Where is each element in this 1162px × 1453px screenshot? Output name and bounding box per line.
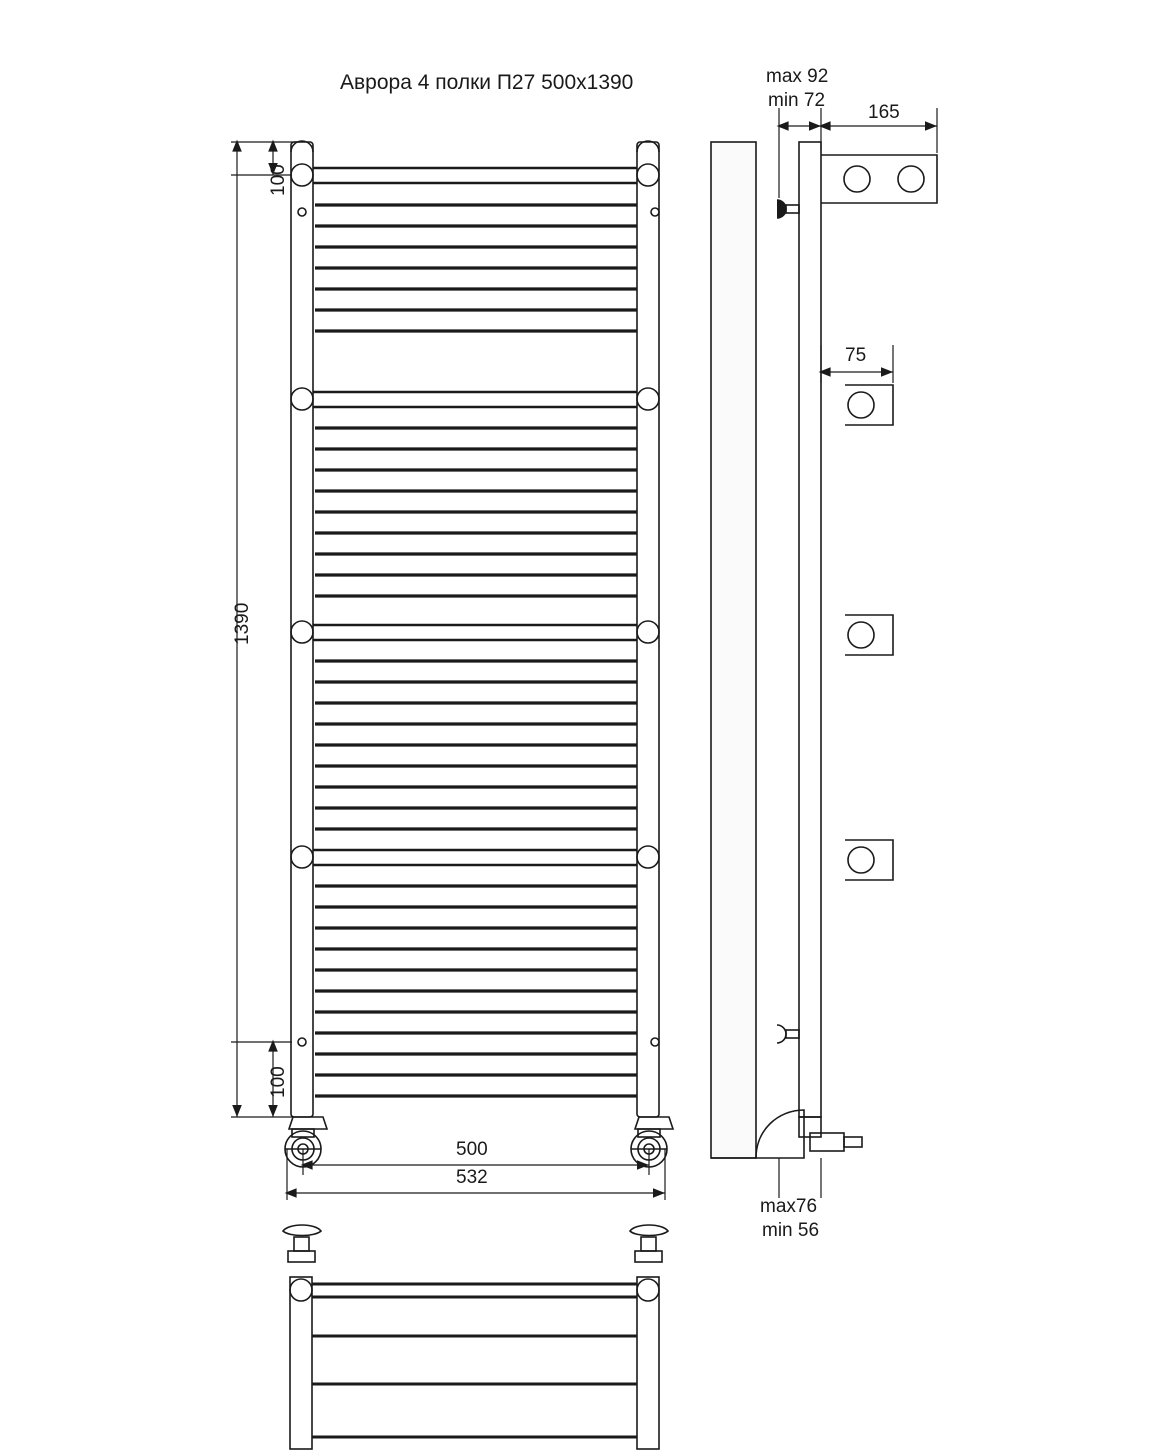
dim-height-total: 1390	[232, 602, 253, 645]
dim-bracket-max: max 92	[766, 66, 829, 87]
dim-bottom-offset: 100	[268, 1066, 289, 1098]
top-view	[283, 1225, 668, 1449]
dim-pipe-min: min 56	[762, 1220, 820, 1241]
side-view	[711, 142, 937, 1158]
dim-pipe-max: max76	[760, 1196, 818, 1217]
dim-shelf-depth: 75	[845, 345, 867, 366]
side-dimensions	[779, 108, 937, 1198]
front-view	[285, 141, 673, 1167]
drawing-title: Аврора 4 полки П27 500х1390	[340, 71, 634, 94]
dim-width-outer: 532	[456, 1167, 488, 1188]
dim-width-inner: 500	[456, 1139, 488, 1160]
dim-top-offset: 100	[268, 164, 289, 196]
dim-side-depth: 165	[868, 102, 900, 123]
front-dimensions	[231, 142, 665, 1200]
dim-bracket-min: min 72	[768, 90, 826, 111]
